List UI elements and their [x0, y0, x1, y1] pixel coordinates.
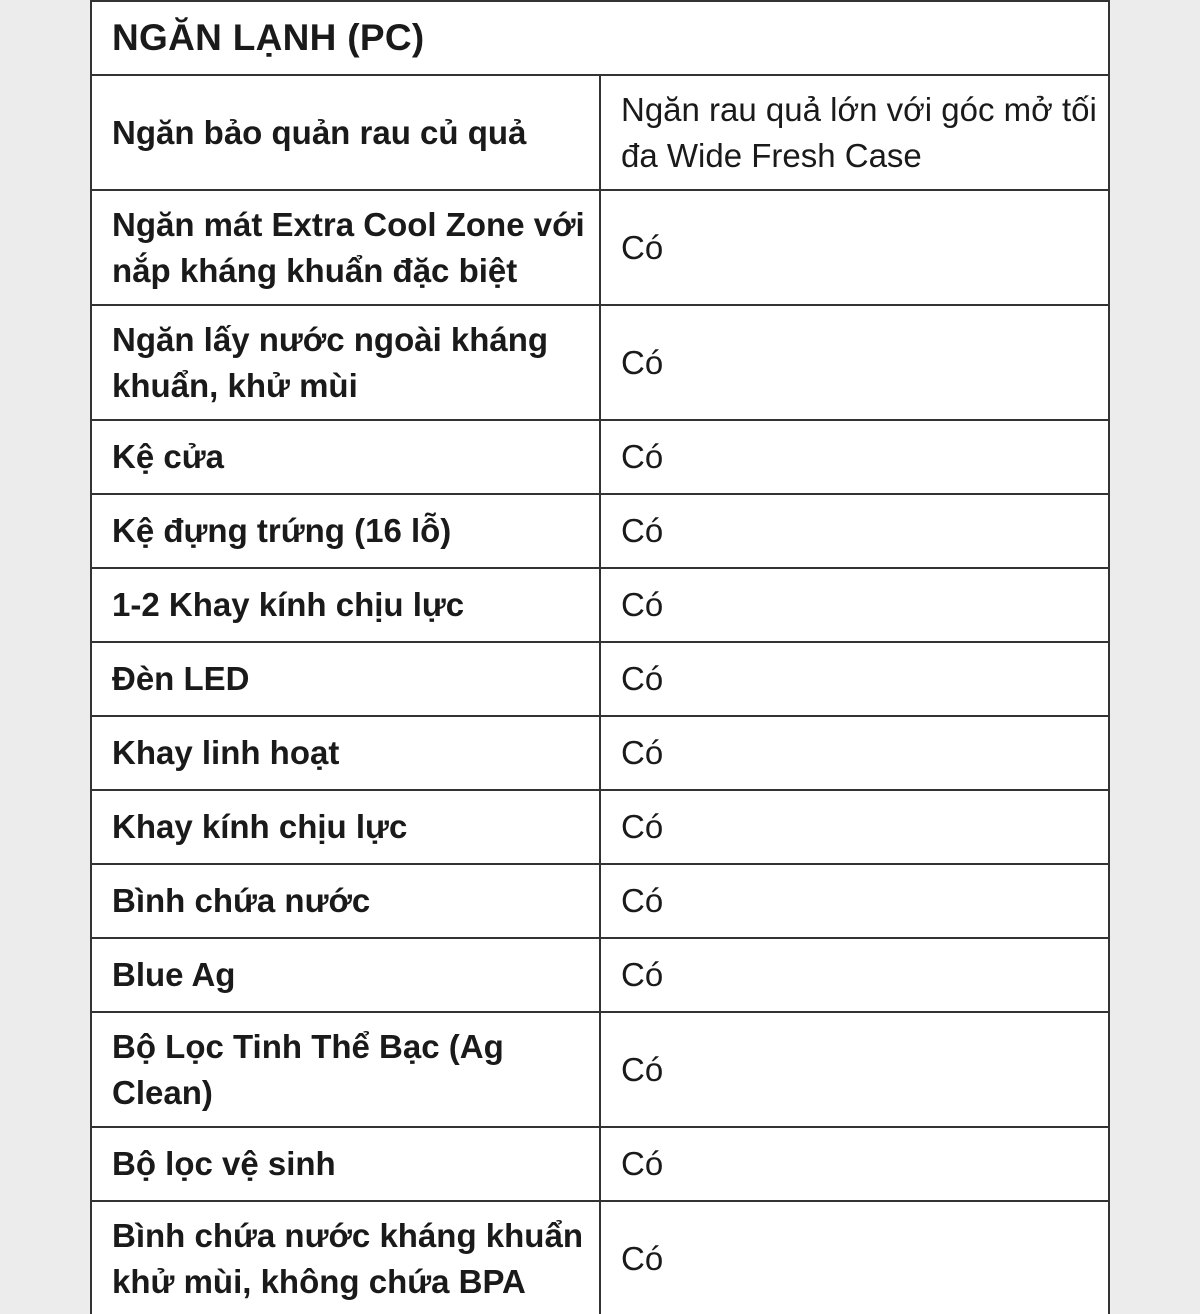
feature-label: Blue Ag: [91, 938, 600, 1012]
section-header-row: [91, 1, 1109, 75]
feature-label: Ngăn lấy nước ngoài kháng khuẩn, khử mùi: [91, 305, 600, 420]
feature-label: 1-2 Khay kính chịu lực: [91, 568, 600, 642]
feature-label: Khay kính chịu lực: [91, 790, 600, 864]
feature-label: Ngăn bảo quản rau củ quả: [91, 75, 600, 190]
feature-value: Có: [600, 420, 1109, 494]
feature-label: Kệ đựng trứng (16 lỗ): [91, 494, 600, 568]
feature-label: Ngăn mát Extra Cool Zone với nắp kháng khuẩn đặc biệt: [91, 190, 600, 305]
feature-label: Đèn LED: [91, 642, 600, 716]
table-row: [91, 938, 1109, 1012]
table-row: [91, 864, 1109, 938]
section-title: NGĂN LẠNH (PC): [91, 1, 1109, 75]
table-row: [91, 1201, 1109, 1314]
feature-value: Ngăn rau quả lớn với góc mở tối đa Wide Fresh Case: [600, 75, 1109, 190]
table-row: [91, 420, 1109, 494]
table-row: [91, 716, 1109, 790]
table-row: [91, 1012, 1109, 1127]
feature-value: Có: [600, 190, 1109, 305]
feature-label: Kệ cửa: [91, 420, 600, 494]
feature-label: Bộ Lọc Tinh Thể Bạc (Ag Clean): [91, 1012, 600, 1127]
feature-value: Có: [600, 790, 1109, 864]
table-row: [91, 790, 1109, 864]
table-row: [91, 190, 1109, 305]
feature-value: Có: [600, 568, 1109, 642]
feature-value: Có: [600, 1012, 1109, 1127]
feature-value: Có: [600, 938, 1109, 1012]
table-row: [91, 305, 1109, 420]
feature-value: Có: [600, 1201, 1109, 1314]
table-row: [91, 1127, 1109, 1201]
table-row: [91, 75, 1109, 190]
spec-table: [90, 0, 1110, 1314]
feature-label: Bình chứa nước: [91, 864, 600, 938]
feature-value: Có: [600, 716, 1109, 790]
feature-value: Có: [600, 1127, 1109, 1201]
feature-value: Có: [600, 864, 1109, 938]
feature-label: Bình chứa nước kháng khuẩn khử mùi, không chứa BPA: [91, 1201, 600, 1314]
feature-value: Có: [600, 494, 1109, 568]
feature-label: Bộ lọc vệ sinh: [91, 1127, 600, 1201]
feature-value: Có: [600, 642, 1109, 716]
feature-value: Có: [600, 305, 1109, 420]
table-row: [91, 568, 1109, 642]
table-row: [91, 494, 1109, 568]
table-row: [91, 642, 1109, 716]
feature-label: Khay linh hoạt: [91, 716, 600, 790]
